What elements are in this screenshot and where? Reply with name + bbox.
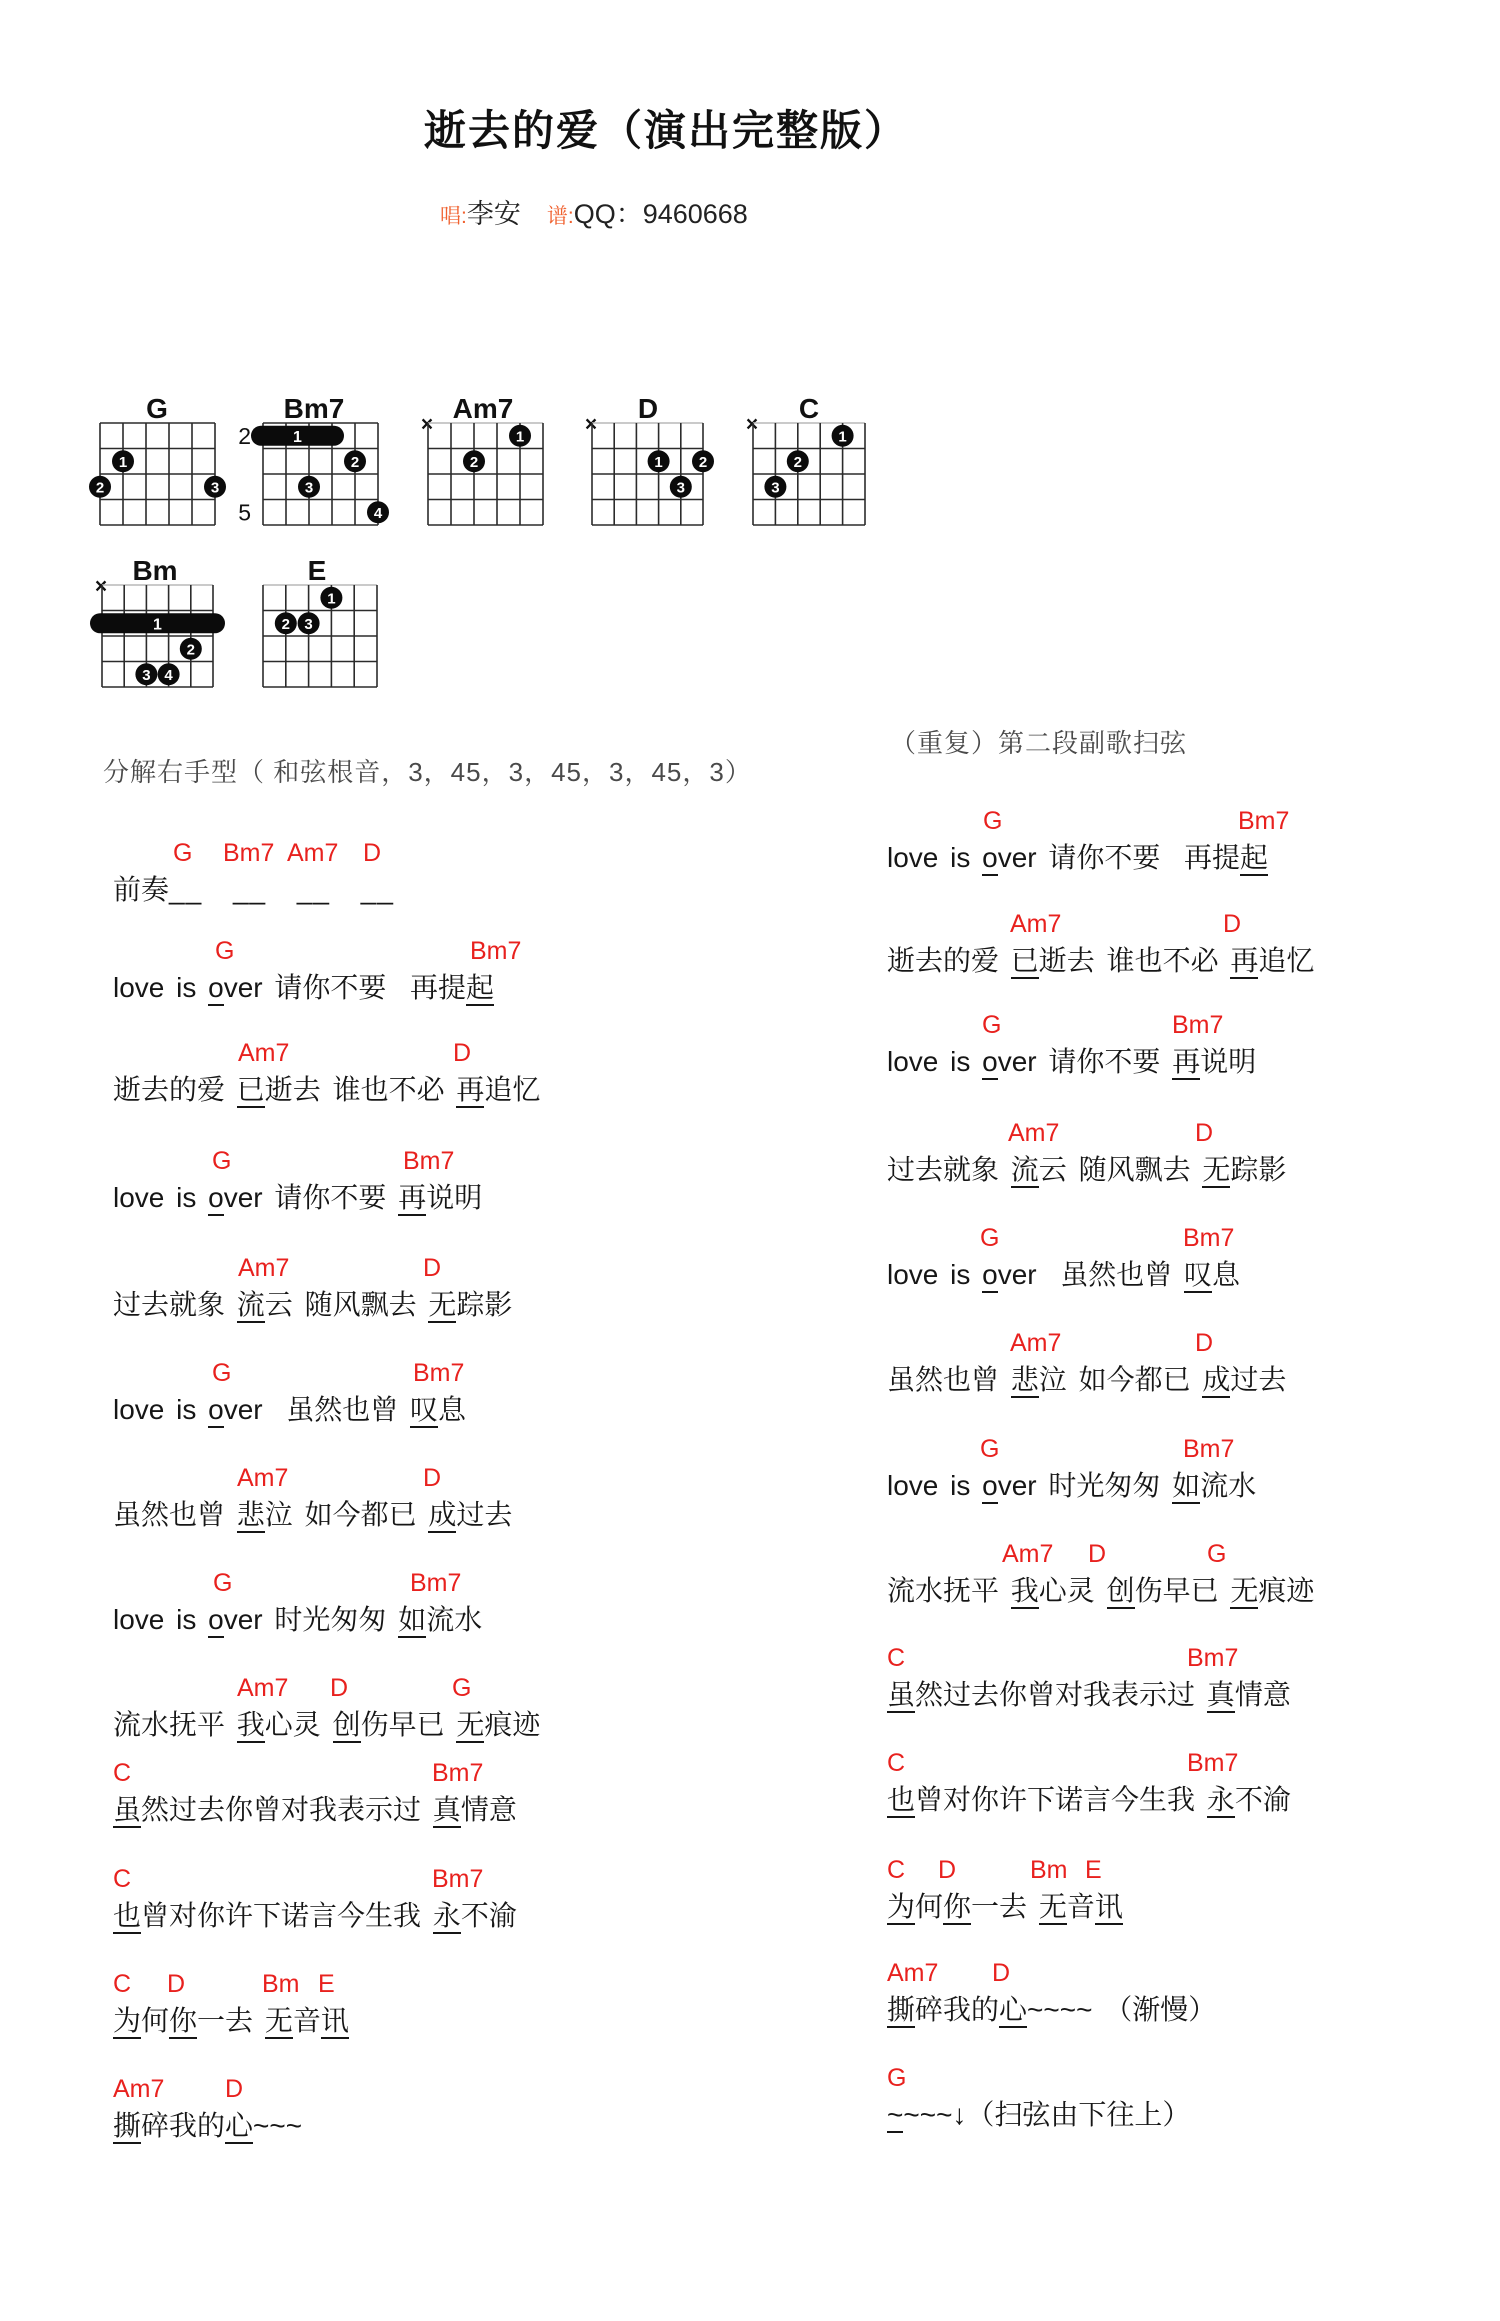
- lyric-text: 云 随风飘去: [1038, 1154, 1203, 1185]
- lyric-text: __ __ __ __: [169, 874, 394, 905]
- lyric-text: 流水抚平: [887, 1575, 1011, 1606]
- lyric-line-group-left: [113, 1570, 903, 1640]
- lyric-underlined: 流: [237, 1289, 265, 1323]
- lyric-text: 然过去你曾对我表示过: [915, 1679, 1207, 1710]
- diagram-name-label: D: [637, 393, 659, 424]
- chord-label: G: [1207, 1540, 1227, 1568]
- finger-number: 1: [515, 428, 525, 446]
- lyric-line: [887, 2098, 1190, 2132]
- lyric-text: ver 请你不要 再提: [223, 972, 466, 1003]
- chord-label: G: [982, 1011, 1002, 1039]
- lyric-underlined: 心: [225, 2110, 253, 2144]
- chord-label: Am7: [113, 2075, 165, 2103]
- lyric-underlined: 如: [1172, 1470, 1200, 1504]
- lyric-line: [887, 841, 1268, 875]
- lyric-text: 音: [1066, 1891, 1095, 1922]
- finger-number: 2: [793, 453, 802, 471]
- lyric-line-group-left: [113, 1148, 903, 1218]
- lyric-text: 何: [141, 2005, 170, 2036]
- chord-label: D: [225, 2075, 244, 2103]
- lyric-line: [113, 971, 494, 1005]
- lyric-line-group-right: [887, 1750, 1500, 1820]
- lyric-line-group-left: [113, 840, 903, 910]
- lyric-underlined: 叹: [410, 1394, 438, 1428]
- finger-number: 2: [698, 453, 708, 471]
- chord-label: C: [113, 1759, 132, 1787]
- lyric-text: 音: [292, 2005, 321, 2036]
- chord-diagram-D: [585, 393, 714, 525]
- diagram-name-label: E: [307, 555, 327, 586]
- chord-label: Bm: [262, 1970, 300, 1998]
- right-section-note: （重复）第二段副歌扫弦: [890, 728, 1188, 758]
- lyric-underlined: 悲: [1011, 1364, 1039, 1398]
- lyric-underlined: 无: [428, 1289, 456, 1323]
- chord-diagram-E: [263, 555, 377, 687]
- chord-label: D: [938, 1856, 957, 1884]
- chord-label: Bm: [1030, 1856, 1068, 1884]
- lyric-underlined: 起: [1240, 842, 1268, 876]
- lyric-text: 泣 如今都已: [264, 1499, 429, 1530]
- lyric-text: 流水: [1200, 1470, 1257, 1501]
- lyric-line: [887, 1678, 1291, 1712]
- finger-number: 1: [327, 590, 336, 608]
- chord-label: Am7: [1010, 910, 1062, 938]
- lyric-underlined: 你: [169, 2005, 197, 2039]
- lyric-underlined: 成: [428, 1499, 456, 1533]
- lyric-underlined: 我: [1011, 1575, 1039, 1609]
- lyric-text: 伤早已: [360, 1709, 457, 1740]
- chord-label: D: [423, 1464, 442, 1492]
- fret-number-label: 5: [238, 499, 251, 526]
- lyric-underlined: 也: [887, 1784, 915, 1818]
- lyric-text: 踪影: [1230, 1154, 1287, 1185]
- lyric-text: love is: [887, 1046, 983, 1077]
- diagram-name-label: C: [798, 393, 820, 424]
- lyric-text: 虽然也曾: [113, 1499, 237, 1530]
- chord-label: D: [1088, 1540, 1107, 1568]
- lyric-text: 曾对你许下诺言今生我: [141, 1900, 433, 1931]
- chord-label: Bm7: [1187, 1644, 1239, 1672]
- muted-string-x: ×: [745, 413, 759, 436]
- lyric-underlined: o: [982, 842, 998, 876]
- muted-string-x: ×: [420, 413, 434, 436]
- chord-label: D: [453, 1039, 472, 1067]
- lyric-underlined: 无: [456, 1709, 484, 1743]
- lyric-underlined: 叹: [1184, 1259, 1212, 1293]
- lyric-text: 心灵: [1038, 1575, 1107, 1606]
- chord-label: Bm7: [413, 1359, 465, 1387]
- lyric-text: 伤早已: [1134, 1575, 1231, 1606]
- chord-label: Bm7: [223, 839, 275, 867]
- chord-label: Am7: [887, 1959, 939, 1987]
- lyric-line: [887, 1258, 1240, 1292]
- lyric-line-group-left: [113, 1360, 903, 1430]
- finger-number: 3: [210, 479, 220, 497]
- finger-number: 2: [95, 479, 105, 497]
- chord-label: Bm7: [1183, 1224, 1235, 1252]
- lyric-underlined: 再: [1172, 1046, 1200, 1080]
- lyric-underlined: 讯: [1095, 1891, 1123, 1925]
- chord-label: G: [980, 1224, 1000, 1252]
- lyric-line-group-left: [113, 1255, 903, 1325]
- chord-diagram-Bm: [90, 555, 225, 687]
- lyric-underlined: 为: [887, 1891, 915, 1925]
- lyric-underlined: 真: [1207, 1679, 1235, 1713]
- lyric-text: 逝去 谁也不必: [264, 1074, 457, 1105]
- lyric-underlined: o: [208, 1604, 224, 1638]
- lyric-underlined: 无: [1230, 1575, 1258, 1609]
- lyric-text: 一去: [197, 2005, 265, 2036]
- chord-label: D: [1195, 1119, 1214, 1147]
- lyric-text: love is: [887, 1259, 983, 1290]
- chord-diagrams: [0, 0, 1500, 720]
- chord-label: Am7: [238, 1254, 290, 1282]
- chord-label: Bm7: [1172, 1011, 1224, 1039]
- lyric-text: 痕迹: [1258, 1575, 1315, 1606]
- lyric-line: [887, 1045, 1256, 1079]
- lyric-line: [113, 2109, 302, 2143]
- chord-label: G: [983, 807, 1003, 835]
- chord-label: G: [887, 2064, 907, 2092]
- lyric-underlined: 无: [1202, 1154, 1230, 1188]
- finger-number: 3: [771, 479, 780, 497]
- chord-label: G: [173, 839, 193, 867]
- lyric-line: [887, 1993, 1216, 2027]
- chord-label: Am7: [238, 1039, 290, 1067]
- chord-label: Am7: [237, 1674, 289, 1702]
- barre-finger-number: 1: [293, 428, 302, 446]
- lyric-line-group-right: [887, 1330, 1500, 1400]
- lyric-underlined: 如: [398, 1604, 426, 1638]
- lyric-underlined: 已: [1011, 945, 1039, 979]
- finger-number: 4: [164, 666, 173, 684]
- lyric-underlined: 流: [1011, 1154, 1039, 1188]
- chord-label: E: [1085, 1856, 1102, 1884]
- lyric-line: [113, 1603, 482, 1637]
- lyric-text: 流水: [426, 1604, 483, 1635]
- chord-label: G: [213, 1569, 233, 1597]
- lyric-line: [113, 1793, 517, 1827]
- lyric-text: 过去: [456, 1499, 513, 1530]
- lyric-line-group-right: [887, 1541, 1500, 1611]
- lyric-line-group-left: [113, 2076, 903, 2146]
- lyric-underlined: 无: [265, 2005, 293, 2039]
- chord-diagram-Am7: [421, 393, 543, 525]
- lyric-text: 逝去的爱: [113, 1074, 237, 1105]
- lyric-text: 碎我的: [915, 1994, 1000, 2025]
- lyric-text: 不渝: [460, 1900, 517, 1931]
- finger-number: 3: [304, 479, 314, 497]
- lyric-line-group-right: [887, 1645, 1500, 1715]
- sing-label: 唱:: [440, 205, 467, 228]
- lyric-underlined: o: [982, 1259, 998, 1293]
- lyric-line: [887, 1469, 1256, 1503]
- lyric-text: 一去: [971, 1891, 1039, 1922]
- lyric-text: 虽然也曾: [887, 1364, 1011, 1395]
- chord-label: Bm7: [1238, 807, 1290, 835]
- lyric-underlined: 虽: [113, 1794, 141, 1828]
- chord-label: G: [215, 937, 235, 965]
- lyric-line-group-right: [887, 1225, 1500, 1295]
- chord-label: D: [167, 1970, 186, 1998]
- lyric-text: 说明: [1200, 1046, 1257, 1077]
- lyric-underlined: 永: [433, 1900, 461, 1934]
- lyric-line: [113, 1288, 512, 1322]
- lyric-text: 何: [915, 1891, 944, 1922]
- finger-number: 1: [838, 428, 847, 446]
- lyric-text: 不渝: [1234, 1784, 1291, 1815]
- lyric-text: 过去: [1230, 1364, 1287, 1395]
- lyric-text: 追忆: [1258, 945, 1315, 976]
- lyric-line-group-left: [113, 1971, 903, 2041]
- lyric-line-group-right: [887, 1120, 1500, 1190]
- lyric-underlined: 再: [398, 1182, 426, 1216]
- tab-source: QQ：9460668: [573, 199, 748, 229]
- finger-number: 1: [118, 453, 128, 471]
- fret-number-label: 2: [238, 422, 251, 449]
- finger-number: 3: [304, 615, 313, 633]
- chord-label: Am7: [287, 839, 339, 867]
- chord-label: G: [212, 1359, 232, 1387]
- lyric-text: ver 请你不要: [223, 1182, 399, 1213]
- lyric-line-group-right: [887, 1436, 1500, 1506]
- lyric-underlined: 再: [456, 1074, 484, 1108]
- left-section-note: 分解右手型（ 和弦根音，3，45，3，45，3，45，3）: [103, 757, 752, 787]
- chord-label: D: [330, 1674, 349, 1702]
- chord-label: Am7: [1010, 1329, 1062, 1357]
- finger-number: 1: [654, 453, 663, 471]
- chord-label: G: [452, 1674, 472, 1702]
- lyric-underlined: 你: [943, 1891, 971, 1925]
- lyric-line-group-right: [887, 2065, 1500, 2135]
- chord-label: C: [113, 1970, 132, 1998]
- diagram-name-label: Am7: [452, 393, 514, 424]
- finger-number: 4: [373, 504, 383, 522]
- lyric-line-group-left: [113, 1866, 903, 1936]
- lyric-text: 过去就象: [113, 1289, 237, 1320]
- lyric-text: 然过去你曾对我表示过: [141, 1794, 433, 1825]
- singer-name: 李安: [466, 199, 521, 229]
- lyric-underlined: 永: [1207, 1784, 1235, 1818]
- lyric-text: 情意: [1234, 1679, 1291, 1710]
- finger-number: 2: [350, 453, 360, 471]
- barre-finger-number: 1: [153, 616, 162, 634]
- lyric-line-group-left: [113, 1040, 903, 1110]
- lyric-line-group-left: [113, 1760, 903, 1830]
- chord-label: C: [887, 1856, 906, 1884]
- lyric-text: love is: [887, 1470, 983, 1501]
- lyric-text: 碎我的: [141, 2110, 226, 2141]
- lyric-line-group-left: [113, 1675, 903, 1745]
- chord-label: G: [980, 1435, 1000, 1463]
- chord-label: Bm7: [403, 1147, 455, 1175]
- lyric-underlined: 为: [113, 2005, 141, 2039]
- lyric-text: ver 虽然也曾: [223, 1394, 410, 1425]
- lyric-text: 息: [1212, 1259, 1241, 1290]
- chord-diagram-C: [746, 393, 865, 525]
- lyric-text: 逝去的爱: [887, 945, 1011, 976]
- chord-label: C: [113, 1865, 132, 1893]
- lyric-text: love is: [887, 842, 983, 873]
- lyric-text: love is: [113, 1394, 209, 1425]
- chord-label: D: [423, 1254, 442, 1282]
- chord-label: D: [992, 1959, 1011, 1987]
- muted-string-x: ×: [94, 575, 108, 598]
- lyric-line: [113, 1393, 466, 1427]
- finger-number: 2: [469, 453, 479, 471]
- lyric-text: ver 时光匆匆: [223, 1604, 399, 1635]
- lyric-line: [887, 1153, 1286, 1187]
- lyric-text: ver 时光匆匆: [997, 1470, 1173, 1501]
- lyric-line: [113, 873, 394, 907]
- chord-label: Bm7: [410, 1569, 462, 1597]
- lyric-text: 追忆: [484, 1074, 541, 1105]
- lyric-line: [887, 1363, 1286, 1397]
- lyric-line-group-left: [113, 1465, 903, 1535]
- lyric-line-group-right: [887, 1857, 1500, 1927]
- lyric-text: ver 虽然也曾: [997, 1259, 1184, 1290]
- lyric-text: love is: [113, 1182, 209, 1213]
- lyric-text: ~~~~ （渐慢）: [1027, 1994, 1217, 2025]
- lyric-line-group-left: [113, 938, 903, 1008]
- lyric-underlined: o: [982, 1046, 998, 1080]
- chord-diagram-Bm7: [238, 393, 389, 525]
- lyric-text: 情意: [460, 1794, 517, 1825]
- diagram-name-label: G: [146, 393, 168, 424]
- finger-number: 3: [142, 666, 151, 684]
- lyric-line: [887, 944, 1314, 978]
- finger-number: 3: [676, 479, 685, 497]
- lyric-line: [887, 1890, 1123, 1924]
- diagram-name-label: Bm7: [283, 393, 345, 424]
- lyric-underlined: 心: [999, 1994, 1027, 2028]
- lyric-line: [113, 2004, 349, 2038]
- lyric-text: ~~~: [253, 2110, 303, 2141]
- lyric-text: ~~~↓（扫弦由下往上）: [903, 2099, 1191, 2130]
- lyric-underlined: 我: [237, 1709, 265, 1743]
- lyric-underlined: 虽: [887, 1679, 915, 1713]
- lyric-line: [113, 1181, 482, 1215]
- tab-label: 谱:: [546, 205, 574, 228]
- lyric-text: 流水抚平: [113, 1709, 237, 1740]
- lyric-text: 前奏: [113, 874, 170, 905]
- chord-label: D: [1195, 1329, 1214, 1357]
- lyric-text: 踪影: [456, 1289, 513, 1320]
- lyric-underlined: 已: [237, 1074, 265, 1108]
- lyric-text: 泣 如今都已: [1038, 1364, 1203, 1395]
- lyric-text: 息: [438, 1394, 467, 1425]
- lyric-underlined: o: [208, 1394, 224, 1428]
- lyric-underlined: 真: [433, 1794, 461, 1828]
- lyric-text: ver 请你不要 再提: [997, 842, 1240, 873]
- lyric-text: love is: [113, 1604, 209, 1635]
- chord-label: C: [887, 1749, 906, 1777]
- chord-label: Bm7: [1187, 1749, 1239, 1777]
- chord-label: C: [887, 1644, 906, 1672]
- lyric-text: 曾对你许下诺言今生我: [915, 1784, 1207, 1815]
- chord-label: Am7: [1002, 1540, 1054, 1568]
- lyric-text: 痕迹: [484, 1709, 541, 1740]
- lyric-line: [113, 1708, 540, 1742]
- muted-string-x: ×: [584, 413, 598, 436]
- lyric-text: 云 随风飘去: [264, 1289, 429, 1320]
- lyric-underlined: 撕: [113, 2110, 141, 2144]
- chord-label: Am7: [237, 1464, 289, 1492]
- chord-label: Bm7: [470, 937, 522, 965]
- diagram-name-label: Bm: [132, 555, 178, 586]
- lyric-underlined: 撕: [887, 1994, 915, 2028]
- lyric-underlined: o: [208, 1182, 224, 1216]
- lyric-line-group-right: [887, 1960, 1500, 2030]
- lyric-underlined: 起: [466, 972, 494, 1006]
- lyric-line: [887, 1783, 1291, 1817]
- lyric-underlined: 无: [1039, 1891, 1067, 1925]
- chord-label: Bm7: [432, 1865, 484, 1893]
- finger-number: 2: [186, 641, 195, 659]
- lyric-underlined: 成: [1202, 1364, 1230, 1398]
- chord-label: Bm7: [1183, 1435, 1235, 1463]
- chord-label: G: [212, 1147, 232, 1175]
- lyric-line: [887, 1574, 1314, 1608]
- lyric-text: 逝去 谁也不必: [1038, 945, 1231, 976]
- page-title: 逝去的爱（演出完整版）: [423, 107, 908, 154]
- chord-diagram-G: [89, 393, 226, 525]
- lyric-line-group-right: [887, 911, 1500, 981]
- lyric-underlined: 悲: [237, 1499, 265, 1533]
- lyric-text: ver 请你不要: [997, 1046, 1173, 1077]
- lyric-line-group-right: [887, 1012, 1500, 1082]
- lyric-line: [113, 1073, 540, 1107]
- chord-label: D: [363, 839, 382, 867]
- lyric-text: 说明: [426, 1182, 483, 1213]
- lyric-underlined: o: [982, 1470, 998, 1504]
- lyric-text: love is: [113, 972, 209, 1003]
- lyric-underlined: 再: [1230, 945, 1258, 979]
- lyric-underlined: ~: [887, 2099, 903, 2133]
- lyric-text: 心灵: [264, 1709, 333, 1740]
- lyric-line-group-right: [887, 808, 1500, 878]
- lyric-underlined: 也: [113, 1900, 141, 1934]
- chord-label: Bm7: [432, 1759, 484, 1787]
- lyric-underlined: 创: [1107, 1575, 1135, 1609]
- lyric-underlined: o: [208, 972, 224, 1006]
- lyric-line: [113, 1498, 512, 1532]
- lyric-line: [113, 1899, 517, 1933]
- finger-number: 2: [281, 615, 290, 633]
- chord-label: E: [318, 1970, 335, 1998]
- chord-label: Am7: [1008, 1119, 1060, 1147]
- lyric-underlined: 讯: [321, 2005, 349, 2039]
- lyric-underlined: 创: [333, 1709, 361, 1743]
- chord-label: D: [1223, 910, 1242, 938]
- lyric-text: 过去就象: [887, 1154, 1011, 1185]
